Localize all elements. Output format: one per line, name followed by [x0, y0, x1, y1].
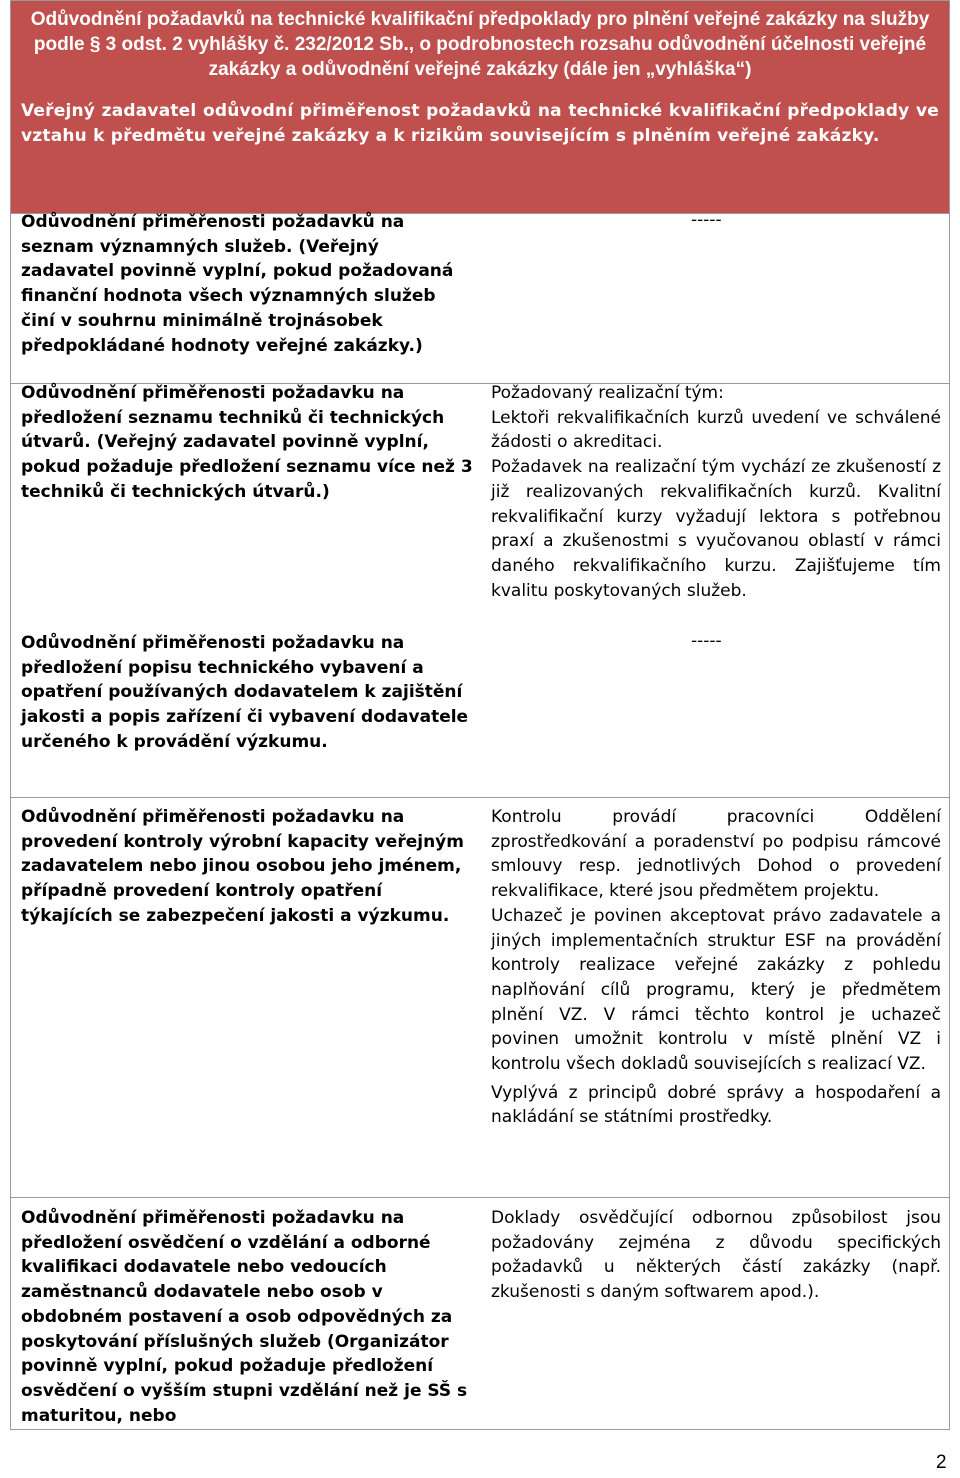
header-intro: Veřejný zadavatel odůvodní přiměřenost požadavků na technické kvalifikační předpoklady ve vztahu k předmětu veřejné zakázky a k rizikům souvisejícím s plněním veřejné zakázky.: [21, 101, 939, 146]
answer-paragraph: Požadavek na realizační tým vychází ze zkušeností z již realizovaných rekvalifikačních kurzů. Kvalitní rekvalifikační kurzy vyžadují lektora s potřebnou praxí a zkušenostmi s vyučovanou oblastí v rámci daného rekvalifikačního kurzu. Zajišťujeme tím kvalitu poskytovaných služeb.: [491, 457, 941, 601]
answer-paragraph: Doklady osvědčující odbornou způsobilost jsou požadovány zejména z důvodu specifických požadavků u některých částí zakázky (např. zkušenosti s daným softwarem apod.).: [491, 1208, 941, 1303]
header-title: Odůvodnění požadavků na technické kvalifikační předpoklady pro plnění veřejné zakázky na služby podle § 3 odst. 2 vyhlášky č. 232/2012 Sb., o podrobnostech rozsahu odůvodnění účelnosti veřejné zakázky a odůvodnění veřejné zakázky (dále jen „vyhláška“): [30, 9, 930, 80]
table-row: [11, 798, 949, 1198]
table-row: [11, 1198, 949, 1430]
row-question: Odůvodnění přiměřenosti požadavků na seznam významných služeb. (Veřejný zadavatel povinně vyplní, pokud požadovaná finanční hodnota všech významných služeb činí v souhrnu minimálně trojnásobek předpokládané hodnoty veřejné zakázky.): [21, 212, 454, 356]
answer-paragraph: Uchazeč je povinen akceptovat právo zadavatele a jiných implementačních struktur ESF na provádění kontroly realizace veřejné zakázky z pohledu naplňování cílů programu, který je předmětem plnění VZ. V rámci těchto kontrol je uchazeč povinen umožnit kontrolu v místě plnění VZ i kontrolu všech dokladů souvisejících s realizací VZ.: [491, 905, 941, 1075]
row-question: Odůvodnění přiměřenosti požadavku na předložení seznamu techniků či technických útvarů. (Veřejný zadavatel povinně vyplní, pokud požaduje předložení seznamu více než 3 techniků či technických útvarů.): [21, 383, 473, 502]
table-header: [11, 1, 949, 214]
answer-paragraph: Kontrolu provádí pracovníci Oddělení zprostředkování a poradenství po podpisu rámcové smlouvy resp. jednotlivých Dohod o provedení rekvalifikace, které jsou předmětem projektu.: [491, 807, 941, 902]
table-row: [11, 623, 949, 798]
row-question: Odůvodnění přiměřenosti požadavku na předložení popisu technického vybavení a opatření používaných dodavatelem k zajištění jakosti a popis zařízení či vybavení dodavatele určeného k provádění výzkumu.: [21, 633, 469, 752]
answer-paragraph: Lektoři rekvalifikačních kurzů uvedení ve schválené žádosti o akreditaci.: [491, 407, 941, 453]
row-answer: [491, 1206, 941, 1305]
row-answer: -----: [691, 210, 722, 230]
row-answer: -----: [691, 631, 722, 651]
table-row: [11, 210, 949, 384]
justification-table: [10, 0, 950, 1430]
answer-paragraph: Vyplývá z principů dobré správy a hospodaření a nakládání se státními prostředky.: [491, 1082, 941, 1128]
row-question: Odůvodnění přiměřenosti požadavku na předložení osvědčení o vzdělání a odborné kvalifikaci dodavatele nebo vedoucích zaměstnanců dodavatele nebo osob v obdobném postavení a osob odpovědných za poskytování příslušných služeb (Organizátor povinně vyplní, pokud požaduje předložení osvědčení o vyšším stupni vzdělání než je SŠ s maturitou, nebo: [21, 1208, 468, 1426]
row-answer: [491, 805, 941, 1130]
page-number: 2: [936, 1452, 947, 1473]
answer-paragraph: Požadovaný realizační tým:: [491, 383, 724, 403]
row-answer: [491, 381, 941, 603]
row-question: Odůvodnění přiměřenosti požadavku na provedení kontroly výrobní kapacity veřejným zadavatelem nebo jinou osobou jeho jménem, případně provedení kontroly opatření týkajících se zabezpečení jakosti a výzkumu.: [21, 807, 464, 926]
